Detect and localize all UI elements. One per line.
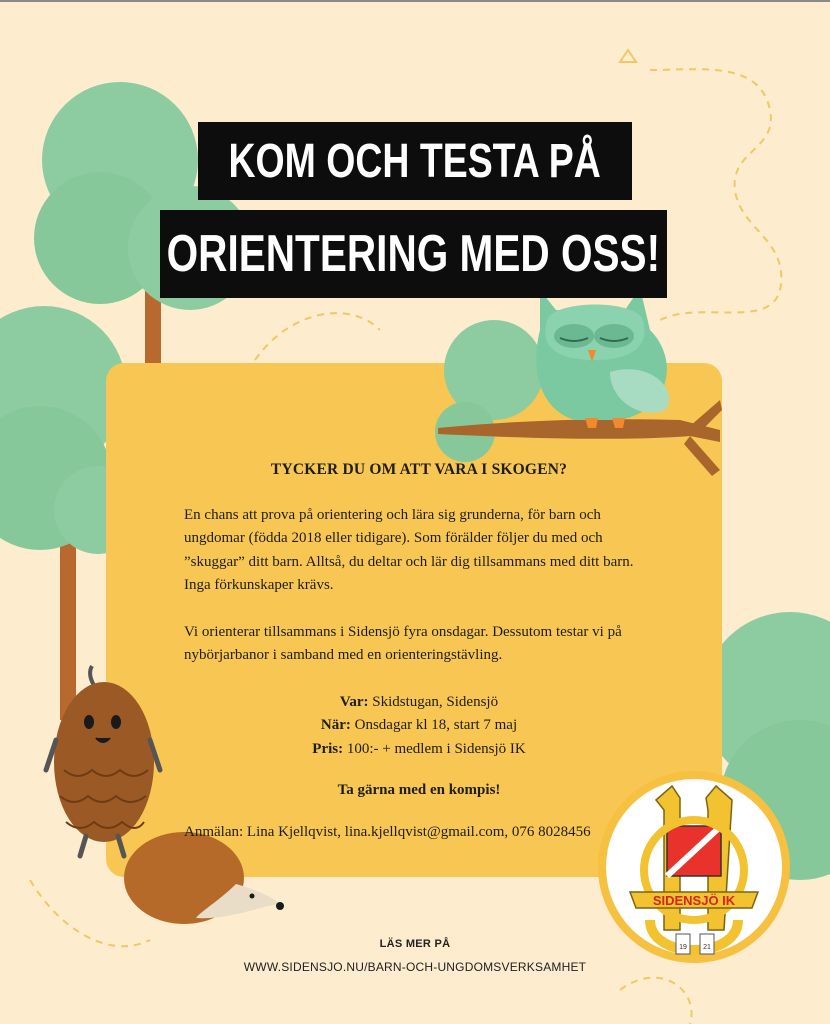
svg-text:21: 21 xyxy=(703,944,711,951)
read-more-label: LÄS MER PÅ xyxy=(379,938,451,950)
logo-text: SIDENSJÖ IK xyxy=(652,893,736,908)
signup-text: Anmälan: Lina Kjellqvist, lina.kjellqvist@gmail.com, 076 8028456 xyxy=(184,823,591,840)
headline-line2-box xyxy=(160,210,667,298)
card-title: TYCKER DU OM ATT VARA I SKOGEN? xyxy=(270,461,568,478)
where-label: Var: xyxy=(339,693,369,710)
where-line xyxy=(184,691,654,715)
cta-text: Ta gärna med en kompis! xyxy=(337,782,501,798)
when-value: Onsdagar kl 18, start 7 maj xyxy=(350,717,518,733)
headline-line2: ORIENTERING MED OSS! xyxy=(166,225,661,283)
headline-line1: KOM OCH TESTA PÅ xyxy=(228,134,602,188)
intro-paragraph: En chans att prova på orientering och lära sig grunderna, för barn och ungdomar (födda 2018 eller tidigare). Som förälder följer du med och ”skuggar” ditt barn. Alltså, du deltar och lär dig tillsammans med ditt barn. Inga förkunskaper krävs. xyxy=(184,506,634,593)
headline-line1-box xyxy=(198,122,632,200)
when-label: När: xyxy=(320,717,351,733)
owl-icon xyxy=(536,288,669,428)
svg-text:19: 19 xyxy=(679,944,687,951)
when-line xyxy=(184,714,654,738)
price-line xyxy=(184,738,654,762)
pinecone-icon xyxy=(46,666,160,856)
card-content xyxy=(184,458,654,867)
price-label: Pris: xyxy=(312,740,344,757)
where-value: Skidstugan, Sidensjö xyxy=(368,693,499,710)
schedule-paragraph: Vi orienterar tillsammans i Sidensjö fyra onsdagar. Dessutom testar vi på nybörjarbanor i samband med en orienteringstävling. xyxy=(184,623,622,663)
price-value: 100:- + medlem i Sidensjö IK xyxy=(343,740,526,757)
website-link[interactable]: WWW.SIDENSJO.NU/BARN-OCH-UNGDOMSVERKSAMHET xyxy=(243,960,587,974)
